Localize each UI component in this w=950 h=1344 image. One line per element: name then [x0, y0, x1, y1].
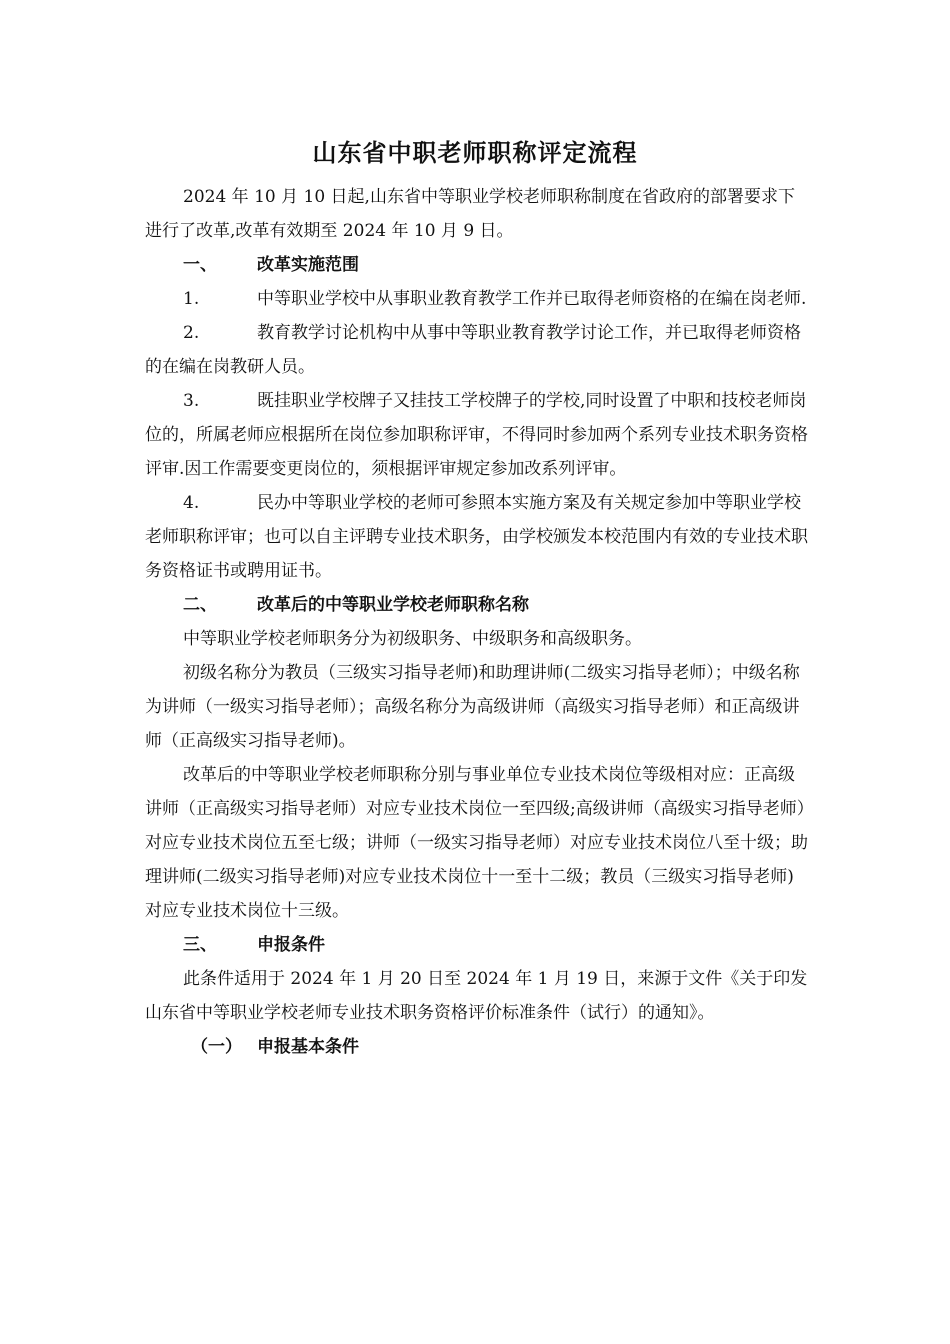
item-text: 民办中等职业学校的老师可参照本实施方案及有关规定参加中等职业学校老师职称评审；也可以自主评聘专业技术职务，由学校颁发本校范围内有效的专业技术职务资格证书或聘用证书。 — [145, 493, 808, 581]
body-paragraph: 改革后的中等职业学校老师职称分别与事业单位专业技术岗位等级相对应：正高级讲师（正高级实习指导老师）对应专业技术岗位一至四级;高级讲师（高级实习指导老师）对应专业技术岗位五至七级；讲师（一级实习指导老师）对应专业技术岗位八至十级；助理讲师(二级实习指导老师)对应专业技术岗位十一至十二级；教员（三级实习指导老师)对应专业技术岗位十三级。 — [145, 765, 808, 921]
list-item — [145, 486, 810, 588]
list-item — [145, 282, 810, 316]
section-number: 三、 — [183, 935, 217, 955]
item-number: 4. — [183, 493, 200, 513]
section-number: 二、 — [183, 595, 217, 615]
item-text: 既挂职业学校牌子又挂技工学校牌子的学校,同时设置了中职和技校老师岗位的，所属老师应根据所在岗位参加职称评审，不得同时参加两个系列专业技术职务资格评审.因工作需要变更岗位的，须根据评审规定参加改系列评审。 — [145, 391, 808, 479]
document-title: 山东省中职老师职称评定流程 — [312, 139, 638, 167]
item-number: 2. — [183, 323, 200, 343]
body-paragraph: 中等职业学校老师职务分为初级职务、中级职务和高级职务。 — [183, 629, 642, 649]
section-title: 改革后的中等职业学校老师职称名称 — [257, 595, 529, 615]
intro-paragraph: 2024 年 10 月 10 日起,山东省中等职业学校老师职称制度在省政府的部署要求下进行了改革,改革有效期至 2024 年 10 月 9 日。 — [145, 187, 795, 241]
document-body — [145, 180, 810, 1064]
item-number: 3. — [183, 391, 200, 411]
body-paragraph: 此条件适用于 2024 年 1 月 20 日至 2024 年 1 月 19 日，来源于文件《关于印发山东省中等职业学校老师专业技术职务资格评价标准条件（试行）的通知》。 — [145, 969, 808, 1023]
section-title: 改革实施范围 — [257, 255, 359, 275]
subsection-heading — [145, 1030, 810, 1064]
item-text: 教育教学讨论机构中从事中等职业教育教学讨论工作，并已取得老师资格的在编在岗教研人员。 — [145, 323, 801, 377]
section-heading — [145, 588, 810, 622]
list-item — [145, 384, 810, 486]
section-heading — [145, 248, 810, 282]
section-number: 一、 — [183, 255, 217, 275]
item-text: 中等职业学校中从事职业教育教学工作并已取得老师资格的在编在岗老师. — [257, 289, 807, 309]
list-item — [145, 316, 810, 384]
section-title: 申报条件 — [257, 935, 325, 955]
section-heading — [145, 928, 810, 962]
subsection-title: 申报基本条件 — [257, 1037, 359, 1057]
subsection-number: （一） — [191, 1037, 242, 1057]
body-paragraph: 初级名称分为教员（三级实习指导老师)和助理讲师(二级实习指导老师）；中级名称为讲师（一级实习指导老师）；高级名称分为高级讲师（高级实习指导老师）和正高级讲师（正高级实习指导老师)。 — [145, 663, 800, 751]
item-number: 1. — [183, 289, 200, 309]
